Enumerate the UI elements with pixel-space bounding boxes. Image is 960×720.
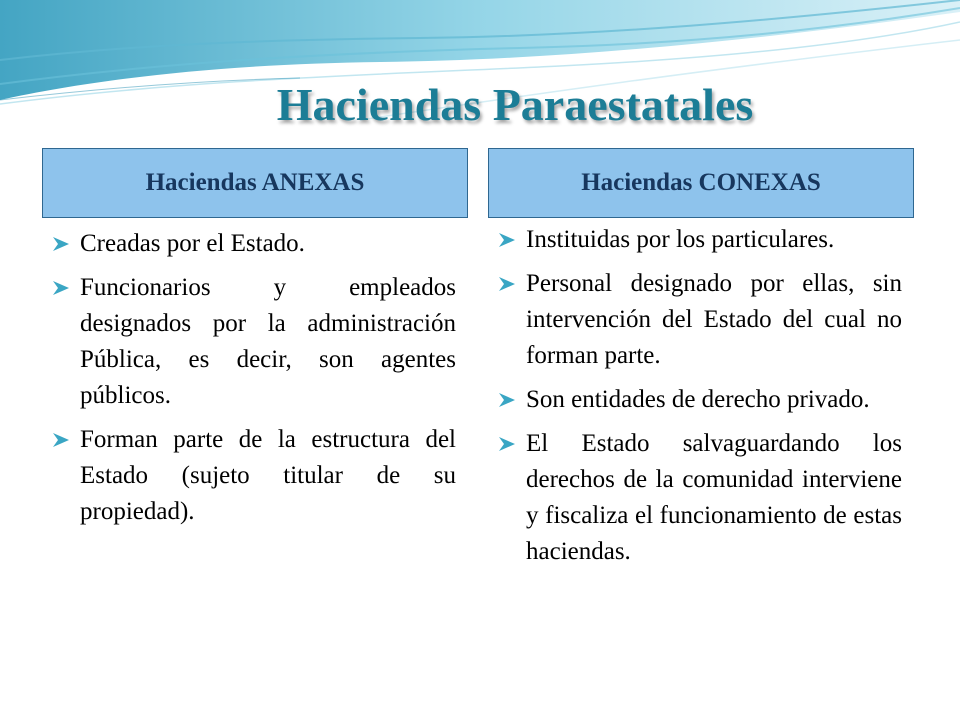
column-header-conexas: Haciendas CONEXAS: [488, 148, 914, 218]
arrow-bullet-icon: [52, 432, 70, 448]
bullet-item: [498, 222, 902, 258]
arrow-bullet-icon: [498, 436, 516, 452]
bullet-item: [52, 226, 456, 262]
arrow-bullet-icon: [498, 392, 516, 408]
arrow-bullet-icon: [52, 236, 70, 252]
bullet-item: [52, 270, 456, 414]
bullet-item: [498, 426, 902, 570]
bullet-list-conexas: [498, 222, 902, 578]
bullet-text: Personal designado por ellas, sin intervención del Estado del cual no forman parte.: [526, 270, 902, 369]
bullet-text: Instituidas por los particulares.: [526, 226, 835, 253]
arrow-bullet-icon: [498, 232, 516, 248]
arrow-bullet-icon: [52, 280, 70, 296]
bullet-text: Son entidades de derecho privado.: [526, 386, 870, 413]
bullet-text: Funcionarios y empleados designados por la administración Pública, es decir, son agentes públicos.: [80, 274, 456, 409]
bullet-item: [52, 422, 456, 530]
arrow-bullet-icon: [498, 276, 516, 292]
bullet-list-anexas: [52, 226, 456, 538]
bullet-text: Creadas por el Estado.: [80, 230, 305, 257]
bullet-item: [498, 266, 902, 374]
bullet-text: El Estado salvaguardando los derechos de la comunidad interviene y fiscaliza el funcionamiento de estas haciendas.: [526, 430, 902, 565]
bullet-item: [498, 382, 902, 418]
bullet-text: Forman parte de la estructura del Estado (sujeto titular de su propiedad).: [80, 426, 456, 525]
column-header-anexas: Haciendas ANEXAS: [42, 148, 468, 218]
slide-title: Haciendas Paraestatales: [276, 79, 754, 130]
